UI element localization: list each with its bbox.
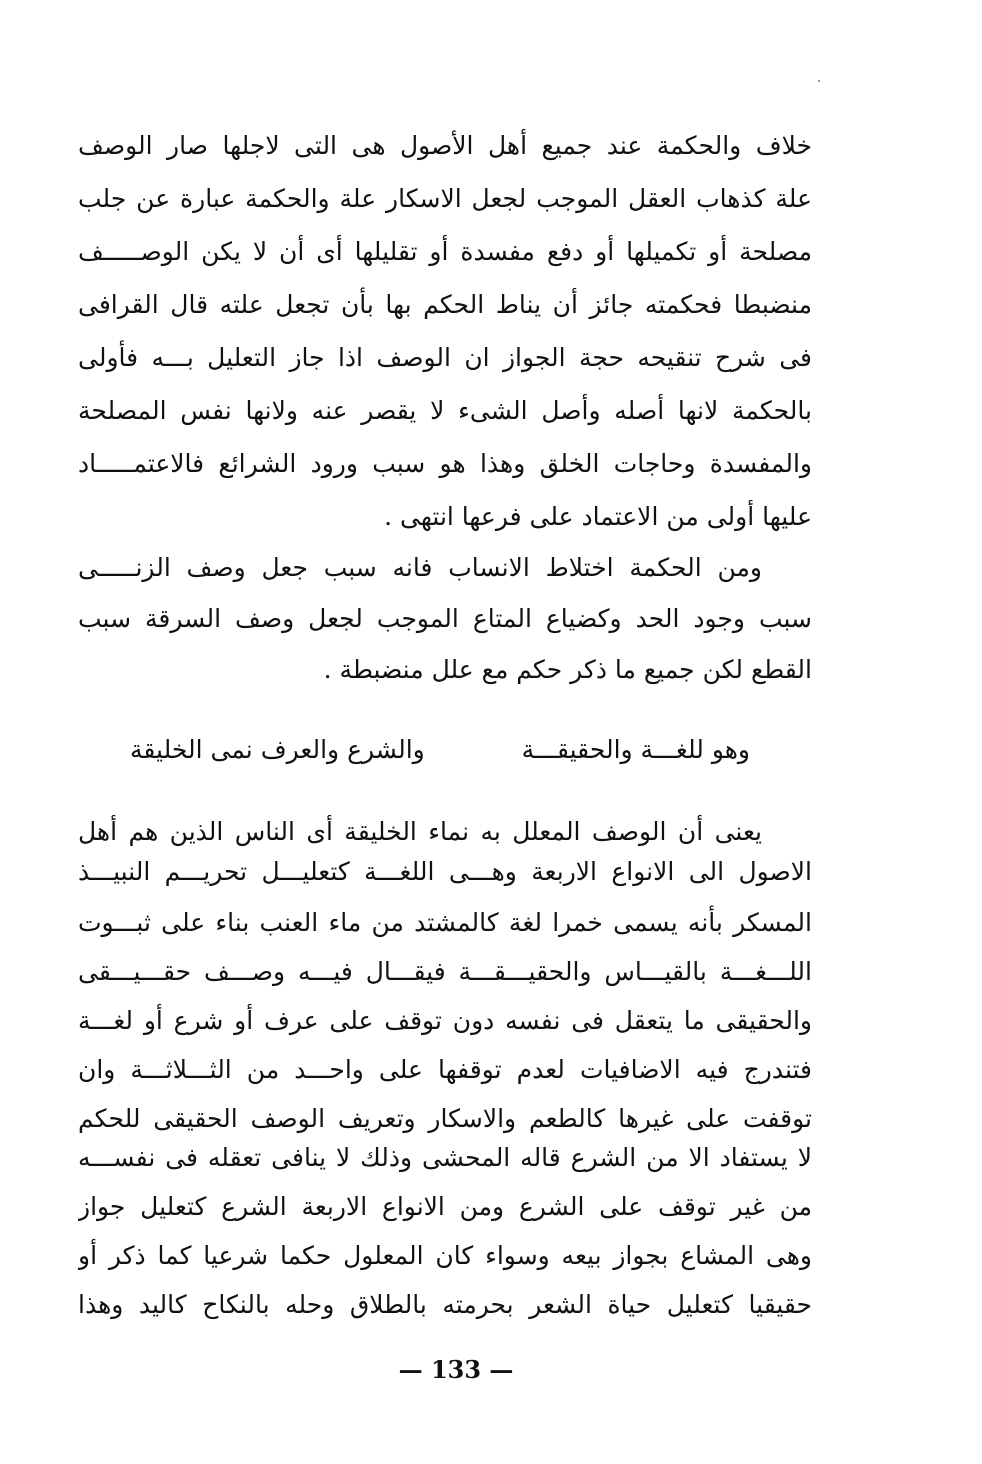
verse-second-hemistich: والشرع والعرف نمى الخليقة — [130, 735, 425, 764]
text-line: لا يستفاد الا من الشرع قاله المحشى وذلك لا ينافى تعقله فى نفســـه — [78, 1143, 812, 1172]
text-line: من غير توقف على الشرع ومن الانواع الاربعة الشرع كتعليل جواز — [78, 1192, 812, 1221]
text-line: توقفت على غيرها كالطعم والاسكار وتعريف الوصف الحقيقى للحكم — [78, 1104, 812, 1133]
text-line: علة كذهاب العقل الموجب لجعل الاسكار علة والحكمة عبارة عن جلب — [78, 184, 812, 213]
page-number: — 133 — — [398, 1355, 514, 1384]
text-line: مصلحة أو تكميلها أو دفع مفسدة أو تقليلها أى أن لا يكن الوصـــــف — [78, 237, 812, 266]
text-line: المسكر بأنه يسمى خمرا لغة كالمشتد من ماء العنب بناء على ثبـــوت — [78, 908, 812, 937]
text-line: القطع لكن جميع ما ذكر حكم مع علل منضبطة . — [323, 655, 812, 684]
text-line: خلاف والحكمة عند جميع أهل الأصول هى التى لاجلها صار الوصف — [78, 131, 812, 160]
text-line: حقيقيا كتعليل حياة الشعر بحرمته بالطلاق وحله بالنكاح كاليد وهذا — [78, 1290, 812, 1319]
verse-line — [130, 728, 750, 772]
text-line: عليها أولى من الاعتماد على فرعها انتهى . — [384, 502, 812, 531]
text-line: الاصول الى الانواع الاربعة وهـــى اللغـــة كتعليـــل تحريـــم النبيـــذ — [78, 857, 812, 886]
speck-mark — [818, 80, 820, 82]
text-line: بالحكمة لانها أصله وأصل الشىء لا يقصر عنه ولانها نفس المصلحة — [78, 396, 812, 425]
text-line: اللـــغـــة بالقيـــاس والحقيـــقـــة فيقـــال فيـــه وصـــف حقـــيـــقى — [78, 957, 812, 986]
text-line: منضبطا فحكمته جائز أن يناط الحكم بها بأن تجعل علته قال القرافى — [78, 290, 812, 319]
text-line: ومن الحكمة اختلاط الانساب فانه سبب جعل وصف الزنـــــى — [78, 553, 762, 582]
text-line: يعنى أن الوصف المعلل به نماء الخليقة أى الناس الذين هم أهل — [78, 817, 762, 846]
text-line: فى شرح تنقيحه حجة الجواز ان الوصف اذا جاز التعليل بـــه فأولى — [78, 343, 812, 372]
text-line: فتندرج فيه الاضافيات لعدم توقفها على واحـــد من الثـــلاثـــة وان — [78, 1055, 812, 1084]
verse-first-hemistich: وهو للغـــة والحقيقـــة — [521, 735, 750, 764]
text-line: والحقيقى ما يتعقل فى نفسه دون توقف على عرف أو شرع أو لغـــة — [78, 1006, 812, 1035]
text-line: والمفسدة وحاجات الخلق وهذا هو سبب ورود الشرائع فالاعتمـــــاد — [78, 449, 812, 478]
text-line: وهى المشاع بجواز بيعه وسواء كان المعلول حكما شرعيا كما ذكر أو — [78, 1241, 812, 1270]
text-line: سبب وجود الحد وكضياع المتاع الموجب لجعل وصف السرقة سبب — [78, 604, 812, 633]
